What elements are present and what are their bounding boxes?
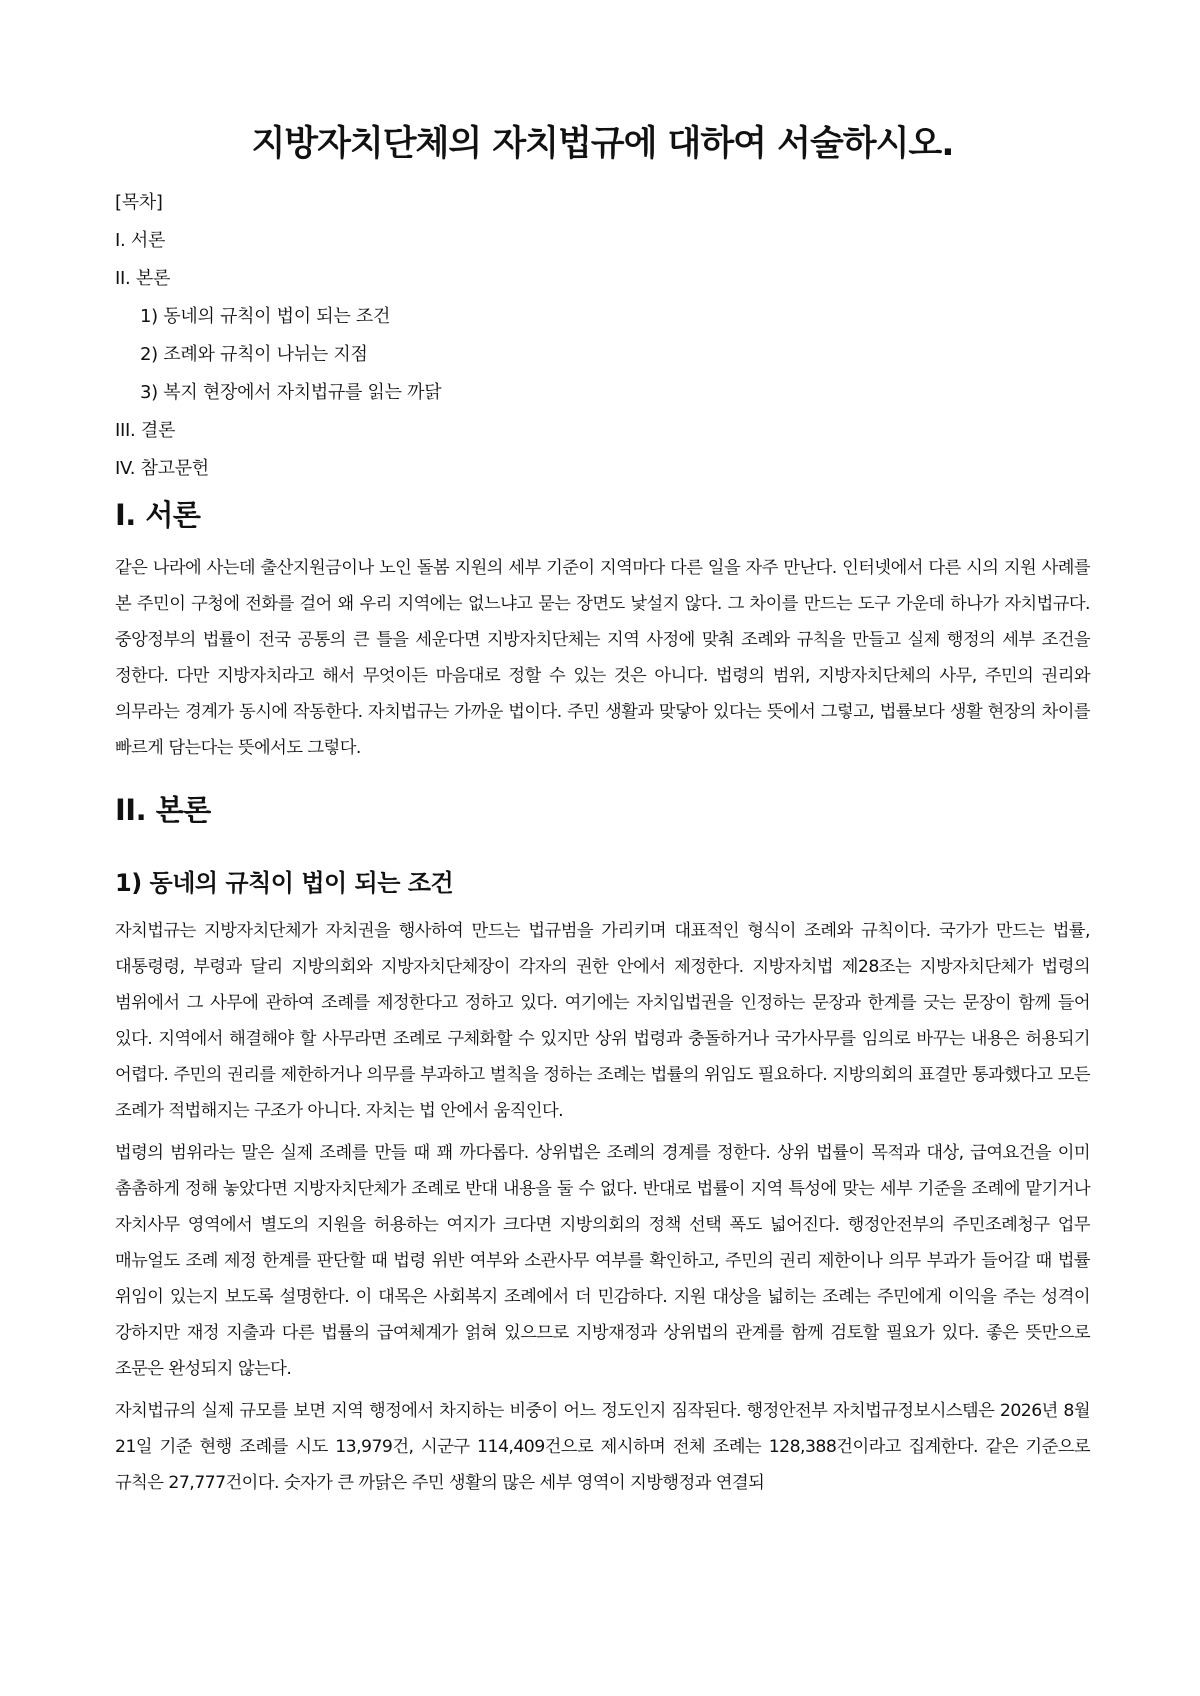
toc-item: III. 결론 bbox=[115, 420, 176, 441]
document-page bbox=[115, 0, 1090, 1501]
section-heading: 1) 동네의 규칙이 법이 되는 조건 bbox=[115, 869, 454, 897]
intro-heading: I. 서론 bbox=[115, 498, 201, 532]
toc-item: I. 서론 bbox=[115, 230, 166, 251]
toc-item: IV. 참고문헌 bbox=[115, 458, 209, 479]
body-paragraph: 자치법규는 지방자치단체가 자치권을 행사하여 만드는 법규범을 가리키며 대표적인 형식이 조례와 규칙이다. 국가가 만드는 법률, 대통령령, 부령과 달리 지방의회와 지방자치단체장이 각자의 권한 안에서 제정한다. 지방자치법 제28조는 지방자치단체가 법령의 범위에서 그 사무에 관하여 조례를 제정한다고 정하고 있다. 여기에는 자치입법권을 인정하는 문장과 한계를 긋는 문장이 함께 들어 있다. 지역에서 해결해야 할 사무라면 조례로 구체화할 수 있지만 상위 법령과 충돌하거나 국가사무를 임의로 바꾸는 내용은 허용되기 어렵다. 주민의 권리를 제한하거나 의무를 부과하고 벌칙을 정하는 조례는 법률의 위임도 필요하다. 지방의회의 표결만 통과했다고 모든 조례가 적법해지는 구조가 아니다. 자치는 법 안에서 움직인다. bbox=[115, 921, 1090, 1121]
table-of-contents bbox=[115, 191, 1090, 481]
body-paragraph: 법령의 범위라는 말은 실제 조례를 만들 때 꽤 까다롭다. 상위법은 조례의 경계를 정한다. 상위 법률이 목적과 대상, 급여요건을 이미 촘촘하게 정해 놓았다면 지방자치단체가 조례로 반대 내용을 둘 수 없다. 반대로 법률이 지역 특성에 맞는 세부 기준을 조례에 맡기거나 자치사무 영역에서 별도의 지원을 허용하는 여지가 크다면 지방의회의 정책 선택 폭도 넓어진다. 행정안전부의 주민조례청구 업무 매뉴얼도 조례 제정 한계를 판단할 때 법령 위반 여부와 소관사무 여부를 확인하고, 주민의 권리 제한이나 의무 부과가 들어갈 때 법률 위임이 있는지 보도록 설명한다. 이 대목은 사회복지 조례에서 더 민감하다. 지원 대상을 넓히는 조례는 주민에게 이익을 주는 성격이 강하지만 재정 지출과 다른 법률의 급여체계가 얽혀 있으므로 지방재정과 상위법의 관계를 함께 검토할 필요가 있다. 좋은 뜻만으로 조문은 완성되지 않는다. bbox=[115, 1143, 1090, 1379]
toc-subitem: 1) 동네의 규칙이 법이 되는 조건 bbox=[140, 306, 391, 327]
intro-paragraph: 같은 나라에 사는데 출산지원금이나 노인 돌봄 지원의 세부 기준이 지역마다 다른 일을 자주 만난다. 인터넷에서 다른 시의 지원 사례를 본 주민이 구청에 전화를 걸어 왜 우리 지역에는 없느냐고 묻는 장면도 낯설지 않다. 그 차이를 만드는 도구 가운데 하나가 자치법규다. 중앙정부의 법률이 전국 공통의 큰 틀을 세운다면 지방자치단체는 지역 사정에 맞춰 조례와 규칙을 만들고 실제 행정의 세부 조건을 정한다. 다만 지방자치라고 해서 무엇이든 마음대로 정할 수 있는 것은 아니다. 법령의 범위, 지방자치단체의 사무, 주민의 권리와 의무라는 경계가 동시에 작동한다. 자치법규는 가까운 법이다. 주민 생활과 맞닿아 있다는 뜻에서 그렇고, 법률보다 생활 현장의 차이를 빠르게 담는다는 뜻에서도 그렇다. bbox=[115, 558, 1090, 758]
body-heading: II. 본론 bbox=[115, 793, 211, 827]
toc-subitem: 2) 조례와 규칙이 나뉘는 지점 bbox=[140, 344, 368, 365]
toc-subitem: 3) 복지 현장에서 자치법규를 읽는 까닭 bbox=[140, 382, 442, 403]
toc-item: II. 본론 bbox=[115, 268, 171, 289]
document-title: 지방자치단체의 자치법규에 대하여 서술하시오. bbox=[251, 124, 954, 164]
toc-heading: [목차] bbox=[115, 192, 163, 213]
body-paragraph: 자치법규의 실제 규모를 보면 지역 행정에서 차지하는 비중이 어느 정도인지 짐작된다. 행정안전부 자치법규정보시스템은 2026년 8월 21일 기준 현행 조례를 시도 13,979건, 시군구 114,409건으로 제시하며 전체 조례는 128,388건이라고 집계한다. 같은 기준으로 규칙은 27,777건이다. 숫자가 큰 까닭은 주민 생활의 많은 세부 영역이 지방행정과 연결되 bbox=[115, 1401, 1090, 1493]
